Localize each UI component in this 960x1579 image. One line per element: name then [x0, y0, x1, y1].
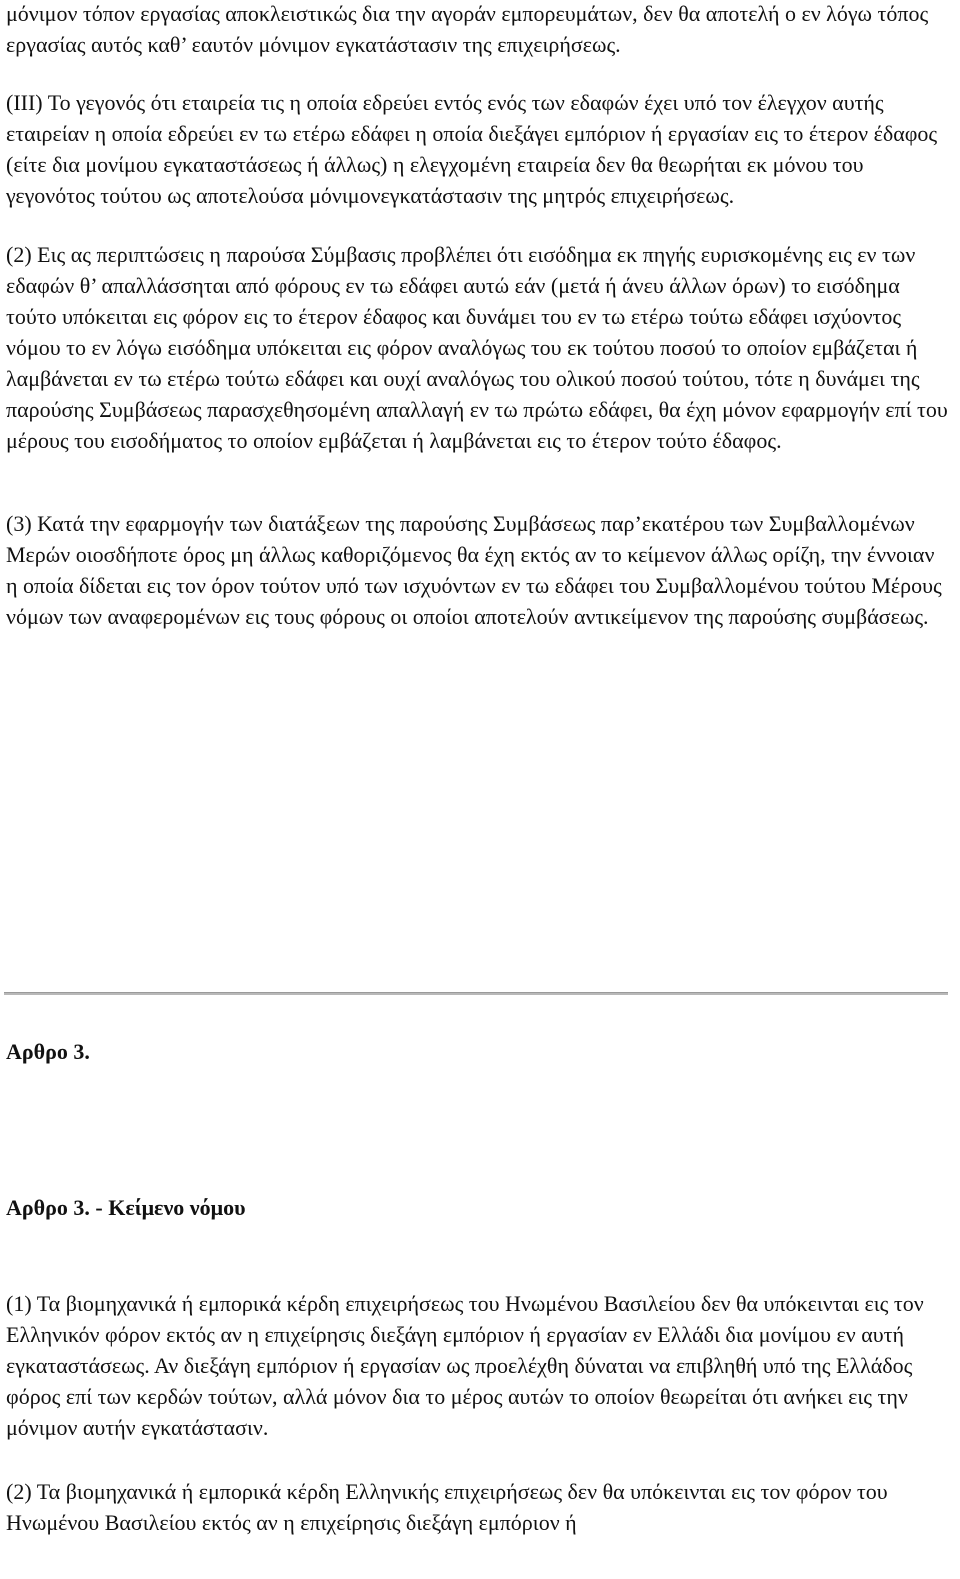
paragraph-2: (2) Εις ας περιπτώσεις η παρούσα Σύμβασις προβλέπει ότι εισόδημα εκ πηγής ευρισκομένης εις εν των εδαφών θ’ απαλλάσσηται από φόρους εν τω εδάφει αυτώ εάν (μετά ή άνευ άλλων όρων) το εισόδημα τούτο υπόκειται εις φόρον εις το έτερον έδαφος και δυνάμει του εν τω ετέρω τούτω εδάφει ισχύοντος νόμου το εν λόγω εισόδημα υπόκειται εις φόρον αναλόγως του εκ τούτου ποσού το οποίον εμβάζεται ή λαμβάνεται εν τω ετέρω τούτω εδάφει και ουχί αναλόγως του ολικού ποσού τούτου, τότε η δυνάμει της παρούσης Συμβάσεως παρασχεθησομένη απαλλαγή εν τω πρώτω εδάφει, θα έχη μόνον εφαρμογήν επί του μέρους του εισοδήματος το οποίον εμβάζεται ή λαμβάνεται εις το έτερον τούτο έδαφος.	[6, 242, 948, 453]
article-text-heading: Αρθρο 3. - Κείμενο νόμου	[6, 1195, 246, 1220]
paragraph-iii: (ΙΙΙ) Το γεγονός ότι εταιρεία τις η οποία εδρεύει εντός ενός των εδαφών έχει υπό τον έλεγχον αυτής εταιρείαν η οποία εδρεύει εν τω ετέρω εδάφει η οποία διεξάγει εμπόριον ή εργασίαν εις το έτερον έδαφος (είτε δια μονίμου εγκαταστάσεως ή άλλως) η ελεγχομένη εταιρεία δεν θα θεωρήται εκ μόνου του γεγονότος τούτου ως αποτελούσα μόνιμονεγκατάστασιν της μητρός επιχειρήσεως.	[6, 90, 938, 208]
article-paragraph-2: (2) Τα βιομηχανικά ή εμπορικά κέρδη Ελληνικής επιχειρήσεως δεν θα υπόκεινται εις τον φόρον του Ηνωμένου Βασιλείου εκτός αν η επιχείρησις διεξάγη εμπόριον ή	[6, 1479, 888, 1535]
paragraph-continuation: μόνιμον τόπον εργασίας αποκλειστικώς δια την αγοράν εμπορευμάτων, δεν θα αποτελή ο εν λόγω τόπος εργασίας αυτός καθ’ εαυτόν μόνιμον εγκατάστασιν της επιχειρήσεως.	[6, 1, 929, 57]
article-paragraph-1: (1) Τα βιομηχανικά ή εμπορικά κέρδη επιχειρήσεως του Ηνωμένου Βασιλείου δεν θα υπόκεινται εις τον Ελληνικόν φόρον εκτός αν η επιχείρησις διεξάγη εμπόριον ή εργασίαν εν Ελλάδι δια μονίμου εν αυτή εγκαταστάσεως. Αν διεξάγη εμπόριον ή εργασίαν ως προελέχθη δύναται να επιβληθή υπό της Ελλάδος φόρος επί των κερδών τούτων, αλλά μόνον δια το μέρος αυτών το οποίον θεωρείται ότι ανήκει εις την μόνιμον αυτήν εγκατάστασιν.	[6, 1291, 924, 1440]
article-heading: Αρθρο 3.	[6, 1039, 90, 1064]
horizontal-divider	[4, 992, 948, 995]
document-body-top	[6, 0, 948, 632]
document-body-bottom	[6, 1288, 948, 1538]
paragraph-3: (3) Κατά την εφαρμογήν των διατάξεων της παρούσης Συμβάσεως παρ’εκατέρου των Συμβαλλομένων Μερών οιοσδήποτε όρος μη άλλως καθοριζόμενος θα έχη εκτός αν το κείμενον άλλως ορίζη, την έννοιαν η οποία δίδεται εις τον όρον τούτον υπό των ισχυόντων εν τω εδάφει του Συμβαλλομένου τούτου Μέρους νόμων των αναφερομένων εις τους φόρους οι οποίοι αποτελούν αντικείμενον της παρούσης συμβάσεως.	[6, 511, 942, 629]
